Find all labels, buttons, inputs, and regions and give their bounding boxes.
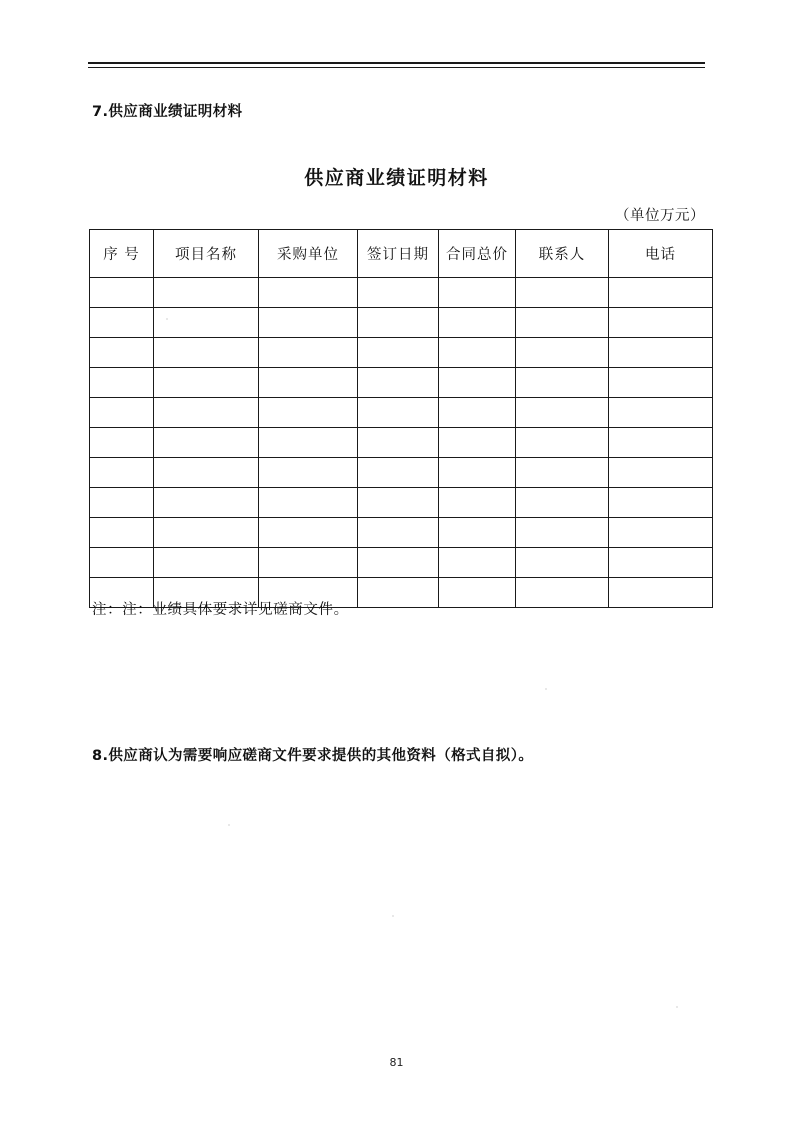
cell-purchasing-unit[interactable] bbox=[259, 458, 358, 488]
cell-purchasing-unit[interactable] bbox=[259, 488, 358, 518]
cell-seq[interactable] bbox=[90, 338, 154, 368]
cell-seq[interactable] bbox=[90, 458, 154, 488]
cell-seq[interactable] bbox=[90, 308, 154, 338]
section-heading-7: 7.供应商业绩证明材料 bbox=[92, 104, 243, 120]
cell-project-name[interactable] bbox=[154, 308, 259, 338]
cell-project-name[interactable] bbox=[154, 398, 259, 428]
cell-contract-total[interactable] bbox=[439, 518, 516, 548]
cell-contact-person[interactable] bbox=[516, 368, 609, 398]
cell-sign-date[interactable] bbox=[358, 458, 439, 488]
cell-contact-person[interactable] bbox=[516, 278, 609, 308]
cell-contract-total[interactable] bbox=[439, 338, 516, 368]
scan-speck bbox=[228, 824, 230, 826]
cell-project-name[interactable] bbox=[154, 548, 259, 578]
scan-speck bbox=[166, 318, 168, 320]
cell-purchasing-unit[interactable] bbox=[259, 518, 358, 548]
scan-speck bbox=[676, 1006, 678, 1008]
table-row bbox=[90, 368, 713, 398]
cell-purchasing-unit[interactable] bbox=[259, 338, 358, 368]
header-divider-thin-line bbox=[88, 67, 705, 68]
cell-seq[interactable] bbox=[90, 428, 154, 458]
cell-contact-person[interactable] bbox=[516, 458, 609, 488]
cell-phone[interactable] bbox=[609, 308, 713, 338]
cell-project-name[interactable] bbox=[154, 488, 259, 518]
cell-contract-total[interactable] bbox=[439, 428, 516, 458]
table-row bbox=[90, 278, 713, 308]
cell-project-name[interactable] bbox=[154, 458, 259, 488]
cell-contact-person[interactable] bbox=[516, 308, 609, 338]
cell-phone[interactable] bbox=[609, 548, 713, 578]
header-divider bbox=[88, 62, 705, 68]
table-header-contract-total: 合同总价 bbox=[439, 230, 516, 278]
cell-contact-person[interactable] bbox=[516, 488, 609, 518]
cell-contact-person[interactable] bbox=[516, 518, 609, 548]
scan-speck bbox=[392, 915, 394, 917]
page-number: 81 bbox=[389, 1056, 404, 1069]
header-divider-thick-line bbox=[88, 62, 705, 64]
cell-purchasing-unit[interactable] bbox=[259, 368, 358, 398]
cell-contract-total[interactable] bbox=[439, 368, 516, 398]
table-header-seq: 序 号 bbox=[90, 230, 154, 278]
scan-speck bbox=[545, 688, 547, 690]
performance-table bbox=[89, 229, 713, 608]
table-header-purchasing-unit: 采购单位 bbox=[259, 230, 358, 278]
cell-purchasing-unit[interactable] bbox=[259, 398, 358, 428]
cell-seq[interactable] bbox=[90, 488, 154, 518]
cell-phone[interactable] bbox=[609, 578, 713, 608]
cell-sign-date[interactable] bbox=[358, 488, 439, 518]
table-row bbox=[90, 338, 713, 368]
table-row bbox=[90, 398, 713, 428]
cell-contact-person[interactable] bbox=[516, 338, 609, 368]
cell-project-name[interactable] bbox=[154, 278, 259, 308]
cell-phone[interactable] bbox=[609, 278, 713, 308]
cell-phone[interactable] bbox=[609, 398, 713, 428]
cell-contact-person[interactable] bbox=[516, 548, 609, 578]
cell-purchasing-unit[interactable] bbox=[259, 278, 358, 308]
cell-seq[interactable] bbox=[90, 278, 154, 308]
cell-seq[interactable] bbox=[90, 518, 154, 548]
cell-seq[interactable] bbox=[90, 398, 154, 428]
cell-sign-date[interactable] bbox=[358, 338, 439, 368]
cell-project-name[interactable] bbox=[154, 338, 259, 368]
cell-purchasing-unit[interactable] bbox=[259, 548, 358, 578]
cell-phone[interactable] bbox=[609, 368, 713, 398]
cell-contact-person[interactable] bbox=[516, 398, 609, 428]
cell-contact-person[interactable] bbox=[516, 428, 609, 458]
cell-phone[interactable] bbox=[609, 428, 713, 458]
cell-contract-total[interactable] bbox=[439, 578, 516, 608]
table-row bbox=[90, 428, 713, 458]
cell-contract-total[interactable] bbox=[439, 458, 516, 488]
cell-contract-total[interactable] bbox=[439, 548, 516, 578]
cell-contract-total[interactable] bbox=[439, 308, 516, 338]
cell-seq[interactable] bbox=[90, 548, 154, 578]
cell-seq[interactable] bbox=[90, 368, 154, 398]
cell-project-name[interactable] bbox=[154, 428, 259, 458]
cell-phone[interactable] bbox=[609, 488, 713, 518]
table-note: 注：注：业绩具体要求详见磋商文件。 bbox=[92, 602, 349, 618]
cell-phone[interactable] bbox=[609, 338, 713, 368]
cell-sign-date[interactable] bbox=[358, 278, 439, 308]
cell-project-name[interactable] bbox=[154, 518, 259, 548]
cell-sign-date[interactable] bbox=[358, 548, 439, 578]
table-header-contact-person: 联系人 bbox=[516, 230, 609, 278]
section-heading-8: 8.供应商认为需要响应磋商文件要求提供的其他资料（格式自拟）。 bbox=[92, 748, 534, 764]
table-header-sign-date: 签订日期 bbox=[358, 230, 439, 278]
cell-contract-total[interactable] bbox=[439, 398, 516, 428]
table-row bbox=[90, 488, 713, 518]
cell-sign-date[interactable] bbox=[358, 518, 439, 548]
cell-sign-date[interactable] bbox=[358, 308, 439, 338]
table-row bbox=[90, 308, 713, 338]
table-header-phone: 电话 bbox=[609, 230, 713, 278]
cell-phone[interactable] bbox=[609, 458, 713, 488]
table-row bbox=[90, 518, 713, 548]
table-header-project-name: 项目名称 bbox=[154, 230, 259, 278]
cell-sign-date[interactable] bbox=[358, 428, 439, 458]
cell-contract-total[interactable] bbox=[439, 488, 516, 518]
cell-sign-date[interactable] bbox=[358, 398, 439, 428]
table-header-row bbox=[90, 230, 713, 278]
cell-project-name[interactable] bbox=[154, 368, 259, 398]
table-row bbox=[90, 458, 713, 488]
cell-sign-date[interactable] bbox=[358, 368, 439, 398]
table-row bbox=[90, 548, 713, 578]
table-body bbox=[90, 278, 713, 608]
cell-contract-total[interactable] bbox=[439, 278, 516, 308]
page-title: 供应商业绩证明材料 bbox=[304, 167, 489, 189]
cell-phone[interactable] bbox=[609, 518, 713, 548]
unit-note: （单位万元） bbox=[615, 208, 705, 224]
cell-sign-date[interactable] bbox=[358, 578, 439, 608]
cell-contact-person[interactable] bbox=[516, 578, 609, 608]
cell-purchasing-unit[interactable] bbox=[259, 428, 358, 458]
cell-purchasing-unit[interactable] bbox=[259, 308, 358, 338]
table-header-row-group bbox=[90, 230, 713, 278]
